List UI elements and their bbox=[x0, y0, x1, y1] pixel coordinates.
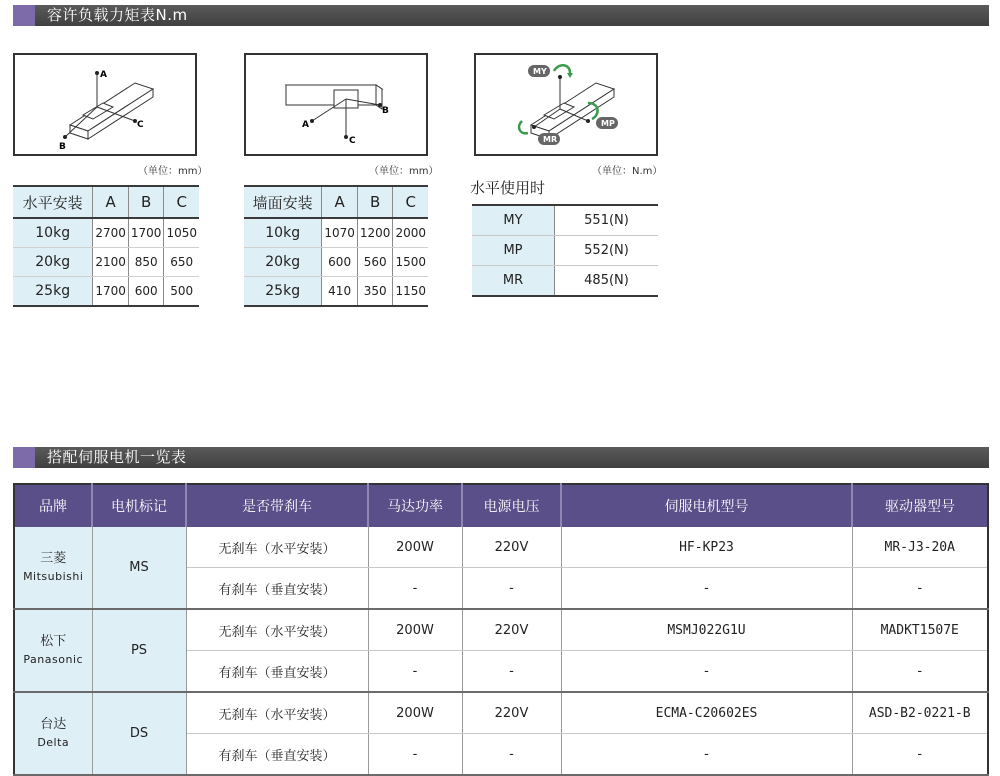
table-row: MP 552(N) bbox=[472, 236, 658, 266]
table-header-cell: 伺服电机型号 bbox=[561, 484, 852, 527]
svg-text:B: B bbox=[59, 142, 66, 152]
table-row: 三菱 Mitsubishi MS 无刹车（水平安装） 200W 220V HF-KP23 MR-J3-20A bbox=[14, 527, 988, 568]
table-header-cell: 电机标记 bbox=[92, 484, 186, 527]
table-row: MR 485(N) bbox=[472, 266, 658, 297]
diagram-wall-mount bbox=[244, 53, 428, 156]
table-row: 25kg 1700 600 500 bbox=[13, 277, 199, 307]
table-row: 10kg 1070 1200 2000 bbox=[244, 218, 428, 248]
table-header-cell: 墙面安装 bbox=[244, 186, 322, 218]
table-header-row bbox=[14, 484, 988, 527]
svg-text:C: C bbox=[137, 120, 144, 130]
section-header-load-moment bbox=[13, 5, 989, 26]
table-row: 20kg 600 560 1500 bbox=[244, 248, 428, 277]
table-row: 20kg 2100 850 650 bbox=[13, 248, 199, 277]
table-header-cell: 是否带刹车 bbox=[186, 484, 368, 527]
table-row: 有刹车（垂直安装） - - - - bbox=[14, 651, 988, 693]
diagram-moments bbox=[474, 53, 658, 156]
table-row: 10kg 2700 1700 1050 bbox=[13, 218, 199, 248]
motor-mark-cell: PS bbox=[92, 609, 186, 692]
section-header-servo-list bbox=[13, 447, 989, 468]
svg-text:A: A bbox=[100, 70, 107, 80]
table-wall-mount bbox=[244, 185, 428, 307]
unit-label: （单位：mm） bbox=[138, 166, 208, 177]
rail-moment-icon bbox=[476, 55, 656, 154]
unit-label: （单位：mm） bbox=[369, 166, 439, 177]
table-row: MY 551(N) bbox=[472, 205, 658, 236]
table-row: 松下 Panasonic PS 无刹车（水平安装） 200W 220V MSMJ022G1U MADKT1507E bbox=[14, 609, 988, 651]
table-row: 有刹车（垂直安装） - - - - bbox=[14, 734, 988, 776]
table-header-cell: 水平安装 bbox=[13, 186, 93, 218]
table-horizontal-mount bbox=[13, 185, 199, 307]
brand-cell: 三菱 Mitsubishi bbox=[14, 527, 92, 609]
svg-text:MR: MR bbox=[543, 135, 558, 144]
rail-horizontal-icon bbox=[15, 55, 195, 154]
section-accent bbox=[13, 447, 35, 468]
svg-text:MY: MY bbox=[533, 67, 547, 76]
brand-cell: 松下 Panasonic bbox=[14, 609, 92, 692]
table-header-cell: 马达功率 bbox=[368, 484, 462, 527]
svg-text:C: C bbox=[349, 136, 356, 146]
svg-text:B: B bbox=[382, 106, 389, 116]
table-row: 有刹车（垂直安装） - - - - bbox=[14, 568, 988, 610]
table-header-cell: A bbox=[93, 186, 129, 218]
section-title: 容许负载力矩表N.m bbox=[47, 6, 188, 24]
unit-label: （单位：N.m） bbox=[592, 166, 663, 177]
section-accent bbox=[13, 5, 35, 26]
section-title: 搭配伺服电机一览表 bbox=[47, 448, 187, 466]
table-header-cell: B bbox=[128, 186, 164, 218]
table-header-cell: 品牌 bbox=[14, 484, 92, 527]
table-header-cell: A bbox=[322, 186, 358, 218]
table-moment bbox=[472, 204, 658, 297]
table-row: 25kg 410 350 1150 bbox=[244, 277, 428, 307]
motor-mark-cell: DS bbox=[92, 692, 186, 775]
motor-mark-cell: MS bbox=[92, 527, 186, 609]
table-header-cell: 驱动器型号 bbox=[852, 484, 988, 527]
table-header-cell: B bbox=[357, 186, 393, 218]
table-header-cell: 电源电压 bbox=[462, 484, 561, 527]
table-row: 台达 Delta DS 无刹车（水平安装） 200W 220V ECMA-C20602ES ASD-B2-0221-B bbox=[14, 692, 988, 734]
moment-title: 水平使用时 bbox=[470, 179, 546, 197]
table-header-cell: C bbox=[393, 186, 428, 218]
table-servo-motors bbox=[13, 483, 989, 776]
brand-cell: 台达 Delta bbox=[14, 692, 92, 775]
svg-text:MP: MP bbox=[601, 119, 615, 128]
rail-wall-icon bbox=[246, 55, 426, 154]
table-header-cell: C bbox=[164, 186, 199, 218]
svg-text:A: A bbox=[302, 120, 309, 130]
diagram-horizontal-mount bbox=[13, 53, 197, 156]
